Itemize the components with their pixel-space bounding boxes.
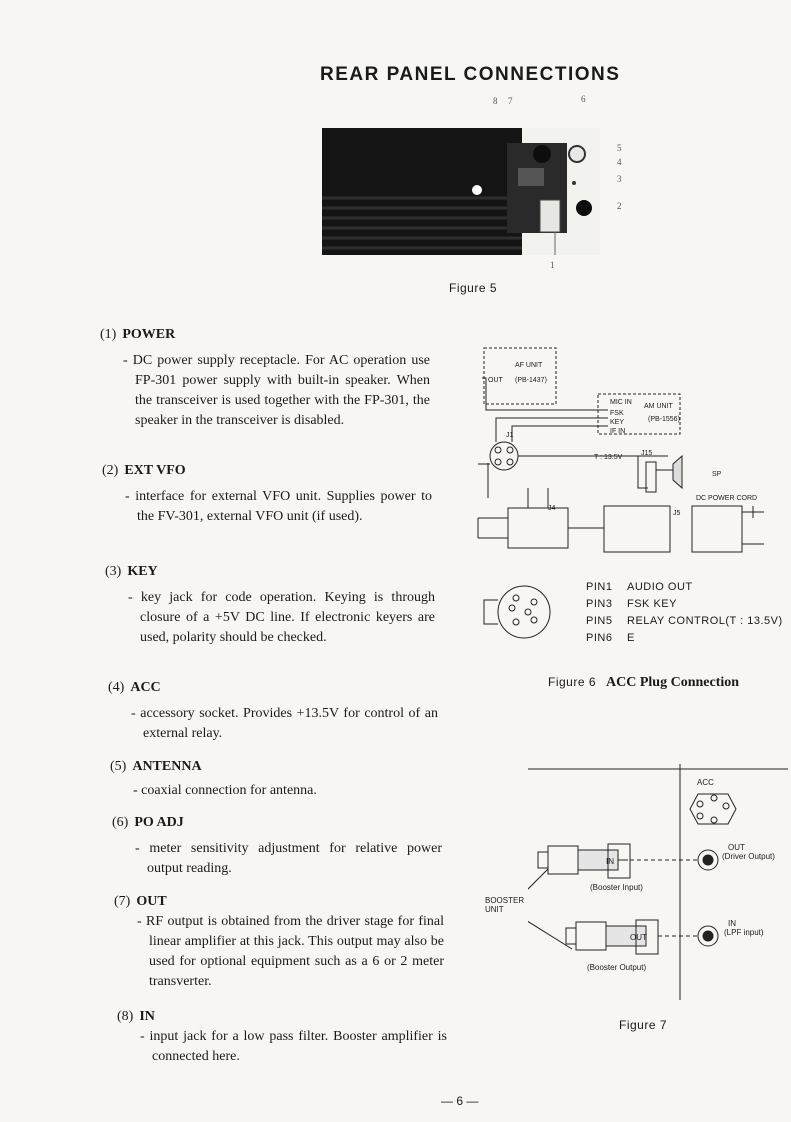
driver-output-label: (Driver Output) <box>722 852 775 861</box>
pin-row <box>586 579 783 596</box>
section-title: PO ADJ <box>134 815 184 830</box>
section-text: - RF output is obtained from the driver stage for final linear amplifier at this jack. This output may also be used for optional equipment such as a 6 or 2 meter transverter. <box>137 912 444 992</box>
acc-plug-drawing <box>478 582 558 642</box>
booster-out-plug-label: OUT <box>630 933 647 942</box>
callout-3: 3 <box>617 174 622 184</box>
callout-4: 4 <box>617 157 622 167</box>
figure7-caption: Figure 7 <box>619 1018 668 1032</box>
pin-desc: FSK KEY <box>627 598 677 610</box>
booster-output-label: (Booster Output) <box>587 963 647 972</box>
section-text: - DC power supply receptacle. For AC operation use FP-301 power supply with built-in speaker. When the transceiver is used together with the FP-301, the speaker in the transceiver is disabled. <box>123 351 430 431</box>
j5-label: J5 <box>673 510 681 517</box>
booster-unit-label: BOOSTER UNIT <box>485 896 525 914</box>
section-number: (2) <box>102 463 119 478</box>
pin-row <box>586 596 783 613</box>
lpf-input-label: (LPF input) <box>724 928 764 937</box>
out-jack-label: OUT <box>728 843 745 852</box>
section-title: EXT VFO <box>124 463 186 478</box>
section-ext-vfo <box>102 463 432 527</box>
section-text: - meter sensitivity adjustment for relative power output reading. <box>135 839 442 879</box>
section-in <box>117 1009 447 1067</box>
section-title: POWER <box>122 327 176 342</box>
mic-in-label: MIC IN <box>610 399 632 406</box>
section-number: (8) <box>117 1009 134 1024</box>
section-title: KEY <box>127 564 158 579</box>
j15-label: J15 <box>641 450 653 457</box>
callout-7: 7 <box>508 96 513 106</box>
section-title: OUT <box>136 894 167 909</box>
figure6-caption <box>548 673 739 691</box>
pin-number: PIN5 <box>586 615 613 627</box>
pin-desc: AUDIO OUT <box>627 581 693 593</box>
callout-5: 5 <box>617 143 622 153</box>
section-number: (7) <box>114 894 131 909</box>
pin-number: PIN6 <box>586 632 613 644</box>
pin-row <box>586 613 783 630</box>
page-number: — 6 — <box>441 1094 479 1108</box>
section-acc <box>108 680 438 744</box>
section-text: - key jack for code operation. Keying is through closure of a +5V DC line. If electronic keyers are used, polarity should be checked. <box>128 588 435 648</box>
j1-label: J1 <box>506 432 514 439</box>
section-number: (5) <box>110 759 127 774</box>
booster-input-label: (Booster Input) <box>590 883 643 892</box>
pin-number: PIN1 <box>586 581 613 593</box>
section-out <box>114 894 444 992</box>
af-unit-label: AF UNIT <box>515 362 543 369</box>
section-number: (3) <box>105 564 122 579</box>
callout-1: 1 <box>550 260 555 270</box>
section-text: - accessory socket. Provides +13.5V for control of an external relay. <box>131 704 438 744</box>
section-text: - input jack for a low pass filter. Booster amplifier is connected here. <box>140 1027 447 1067</box>
pin-row <box>586 630 783 647</box>
t135-label: T : 13.5V <box>594 454 623 461</box>
figure5-caption: Figure 5 <box>449 281 498 295</box>
section-number: (4) <box>108 680 125 695</box>
rear-panel-photo <box>322 128 600 255</box>
pin-desc: E <box>627 632 635 644</box>
acc-wiring-diagram <box>468 338 778 563</box>
section-key <box>105 564 435 648</box>
pin-number: PIN3 <box>586 598 613 610</box>
sp-label: SP <box>712 471 722 478</box>
section-title: IN <box>139 1009 155 1024</box>
j4-label: J4 <box>548 505 556 512</box>
booster-in-plug-label: IN <box>606 857 614 866</box>
section-antenna <box>110 759 440 801</box>
section-power <box>100 327 430 431</box>
section-number: (1) <box>100 327 117 342</box>
am-unit-label: AM UNIT <box>644 403 673 410</box>
callout-6: 6 <box>581 94 586 104</box>
section-title: ACC <box>130 680 161 695</box>
am-pb-label: (PB-1556) <box>648 416 680 423</box>
callout-8: 8 <box>493 96 498 106</box>
in-jack-label: IN <box>728 919 736 928</box>
figure6-title: ACC Plug Connection <box>606 675 740 690</box>
section-text: - interface for external VFO unit. Supplies power to the FV-301, external VFO unit (if used). <box>125 487 432 527</box>
key-label: KEY <box>610 419 625 426</box>
dc-power-cord-label: DC POWER CORD <box>696 495 758 502</box>
section-number: (6) <box>112 815 129 830</box>
section-po-adj <box>112 815 442 879</box>
figure6-label: Figure 6 <box>548 675 597 689</box>
section-text: - coaxial connection for antenna. <box>133 781 440 801</box>
af-out-label: OUT <box>488 377 503 384</box>
pin-list <box>586 579 783 647</box>
if-in-label: IF IN <box>610 428 626 435</box>
booster-diagram <box>528 764 788 1004</box>
af-pb-label: (PB-1437) <box>515 377 547 384</box>
acc-label: ACC <box>697 778 714 787</box>
callout-2: 2 <box>617 201 622 211</box>
pin-desc: RELAY CONTROL(T : 13.5V) <box>627 615 783 627</box>
page-title: REAR PANEL CONNECTIONS <box>320 64 621 85</box>
section-title: ANTENNA <box>132 759 202 774</box>
fsk-label: FSK <box>610 410 624 417</box>
